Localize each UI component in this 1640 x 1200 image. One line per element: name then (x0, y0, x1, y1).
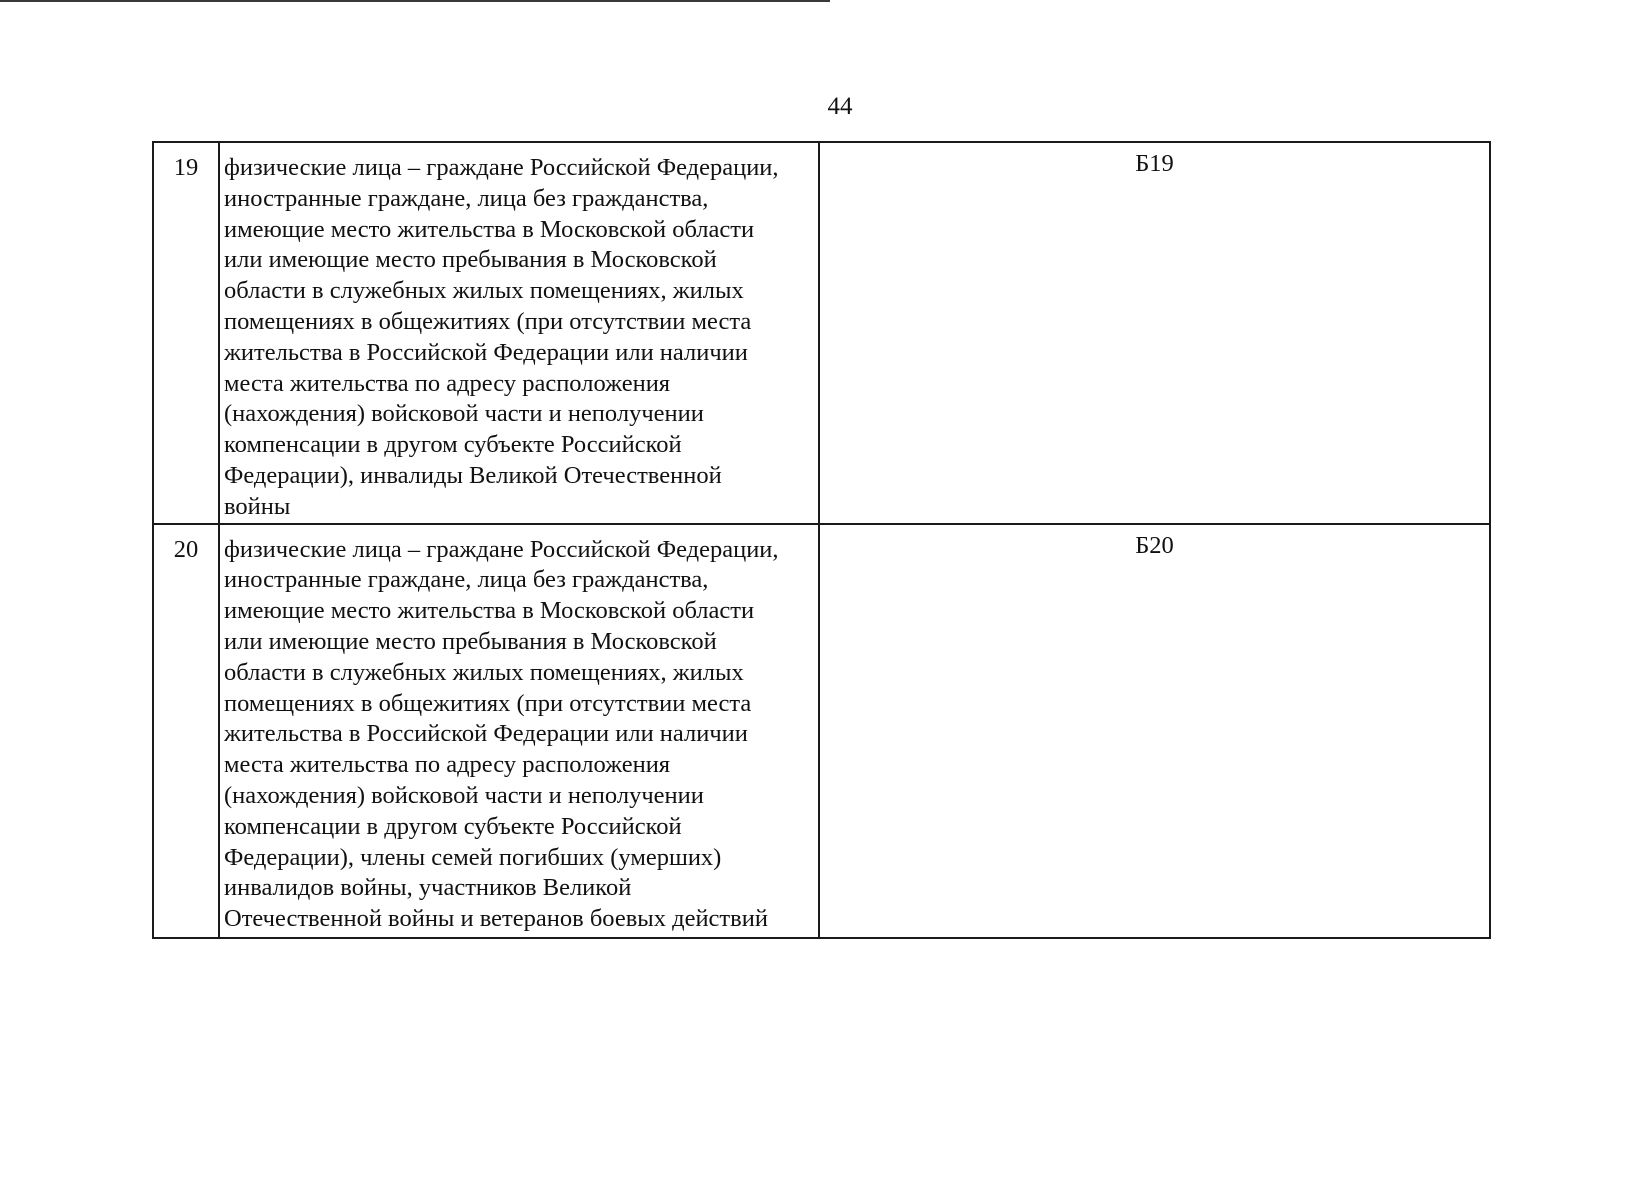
text-line: жительства в Российской Федерации или наличии (224, 338, 748, 366)
text-line: иностранные граждане, лица без гражданства, (224, 566, 709, 594)
row-number: 20 (153, 524, 219, 938)
text-line: инвалидов войны, участников Великой (224, 874, 632, 902)
text-line: компенсации в другом субъекте Российской (224, 431, 682, 459)
text-line: области в служебных жилых помещениях, жилых (224, 277, 744, 305)
text-line: Отечественной войны и ветеранов боевых действий (224, 905, 768, 933)
text-line: области в служебных жилых помещениях, жилых (224, 658, 744, 686)
text-line: (нахождения) войсковой части и неполучении (224, 781, 704, 809)
category-code: Б20 (819, 524, 1490, 938)
text-line: Федерации), инвалиды Великой Отечественной (224, 461, 722, 489)
table-row (153, 524, 1490, 938)
text-line: (нахождения) войсковой части и неполучении (224, 400, 704, 428)
text-line: компенсации в другом субъекте Российской (224, 812, 682, 840)
text-line: Федерации), члены семей погибших (умерших) (224, 843, 722, 871)
text-line: места жительства по адресу расположения (224, 369, 671, 397)
text-line: войны (224, 492, 291, 520)
text-line: иностранные граждане, лица без гражданства, (224, 184, 709, 212)
category-code: Б19 (819, 142, 1490, 524)
text-line: места жительства по адресу расположения (224, 751, 671, 779)
text-line: имеющие место жительства в Московской области (224, 597, 755, 625)
text-line: помещениях в общежитиях (при отсутствии места (224, 689, 752, 717)
category-description (219, 524, 819, 938)
text-line: физические лица – граждане Российской Федерации, (224, 154, 779, 181)
scan-edge-line (0, 0, 830, 2)
page-number: 44 (827, 93, 853, 120)
table-row (153, 142, 1490, 524)
text-line: имеющие место жительства в Московской области (224, 215, 755, 243)
row-number: 19 (153, 142, 219, 524)
text-line: помещениях в общежитиях (при отсутствии места (224, 307, 752, 335)
category-table (152, 141, 1491, 939)
text-line: жительства в Российской Федерации или наличии (224, 720, 748, 748)
category-description (219, 142, 819, 524)
text-line: или имеющие место пребывания в Московской (224, 627, 717, 655)
text-line: или имеющие место пребывания в Московской (224, 246, 717, 274)
text-line: физические лица – граждане Российской Федерации, (224, 535, 779, 563)
